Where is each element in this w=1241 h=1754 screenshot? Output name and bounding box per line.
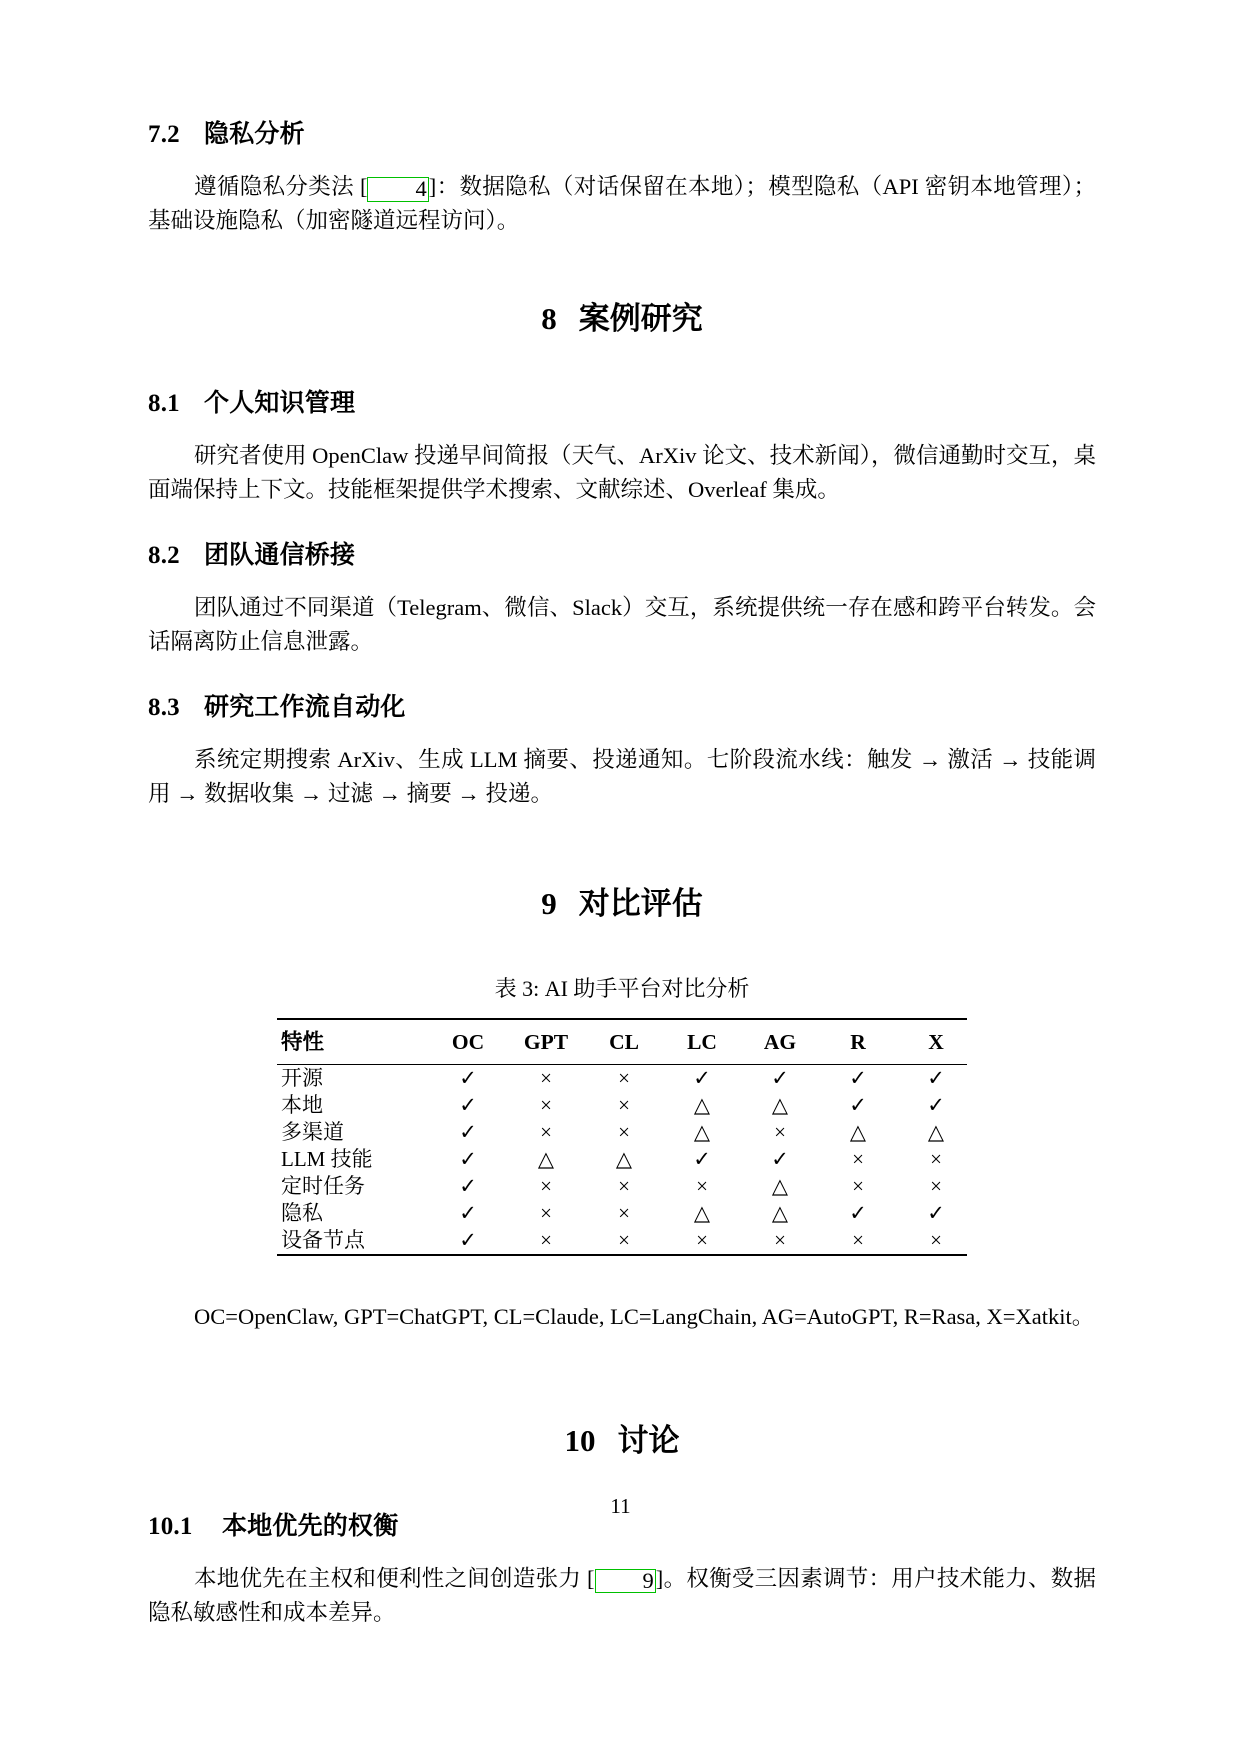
col-header-cl: CL bbox=[609, 1030, 639, 1055]
col-header-ag: AG bbox=[763, 1030, 797, 1055]
heading-8-number: 8 bbox=[541, 301, 557, 336]
heading-8-title: 案例研究 bbox=[578, 301, 703, 336]
cell-1-3: △ bbox=[693, 1093, 711, 1118]
table-row bbox=[277, 1146, 975, 1173]
paragraph-7-2-pre: 遵循隐私分类法 [ bbox=[194, 174, 368, 199]
cell-1-1: × bbox=[540, 1093, 552, 1118]
heading-10-number: 10 bbox=[564, 1423, 596, 1459]
cell-4-1: × bbox=[540, 1174, 552, 1199]
cell-5-3: △ bbox=[693, 1201, 711, 1226]
row-label-device-node: 设备节点 bbox=[281, 1228, 365, 1253]
cell-3-2: △ bbox=[615, 1147, 633, 1172]
cell-6-4: × bbox=[774, 1228, 786, 1253]
citation-ref-9[interactable]: 9 bbox=[595, 1569, 656, 1594]
cell-0-0: ✓ bbox=[459, 1066, 477, 1091]
heading-8-2-number: 8.2 bbox=[148, 542, 180, 570]
cell-2-2: × bbox=[618, 1120, 630, 1145]
cell-0-3: ✓ bbox=[693, 1066, 711, 1091]
heading-10-1-title: 本地优先的权衡 bbox=[222, 1512, 399, 1540]
paragraph-8-3: 系统定期搜索 ArXiv、生成 LLM 摘要、投递通知。七阶段流水线：触发 → 激活 → 技能调用 → 数据收集 → 过滤 → 摘要 → 投递。 bbox=[148, 747, 1096, 807]
cell-4-4: △ bbox=[771, 1174, 789, 1199]
table-head bbox=[277, 1020, 975, 1064]
heading-8-1-number: 8.1 bbox=[148, 390, 180, 418]
cell-6-6: × bbox=[930, 1228, 942, 1253]
cell-3-1: △ bbox=[537, 1147, 555, 1172]
heading-8-2-title: 团队通信桥接 bbox=[204, 542, 356, 570]
cell-2-0: ✓ bbox=[459, 1120, 477, 1145]
table-legend: OC=OpenClaw, GPT=ChatGPT, CL=Claude, LC=LangChain, AG=AutoGPT, R=Rasa, X=Xatkit。 bbox=[194, 1304, 1095, 1330]
cell-2-6: △ bbox=[927, 1120, 945, 1145]
comparison-table-block bbox=[148, 974, 1096, 1256]
table-row bbox=[277, 1092, 975, 1119]
cell-3-6: × bbox=[930, 1147, 942, 1172]
paragraph-7-2-post: ]：数据隐私（对话保留在本地）；模型隐私（API 密钥本地管理）；基础设施隐私（加密隧道远程访问）。 bbox=[148, 174, 1096, 233]
cell-2-1: × bbox=[540, 1120, 552, 1145]
cell-5-0: ✓ bbox=[459, 1201, 477, 1226]
col-header-gpt: GPT bbox=[523, 1030, 569, 1055]
cell-6-0: ✓ bbox=[459, 1228, 477, 1253]
col-header-x: X bbox=[928, 1030, 944, 1055]
cell-0-1: × bbox=[540, 1066, 552, 1091]
table-header-row bbox=[277, 1020, 975, 1064]
heading-8-3-title: 研究工作流自动化 bbox=[204, 694, 406, 722]
heading-10-title: 讨论 bbox=[617, 1423, 680, 1459]
col-header-oc: OC bbox=[451, 1030, 485, 1055]
paragraph-10-1 bbox=[148, 1562, 1096, 1630]
cell-6-3: × bbox=[696, 1228, 708, 1253]
table-body bbox=[277, 1065, 975, 1254]
row-label-local: 本地 bbox=[281, 1093, 323, 1118]
col-header-lc: LC bbox=[687, 1030, 717, 1055]
heading-8-1 bbox=[148, 389, 1096, 419]
cell-4-2: × bbox=[618, 1174, 630, 1199]
cell-0-6: ✓ bbox=[927, 1066, 945, 1091]
row-label-llm-skill: LLM 技能 bbox=[281, 1147, 373, 1172]
cell-5-6: ✓ bbox=[927, 1201, 945, 1226]
row-label-multichannel: 多渠道 bbox=[281, 1120, 344, 1145]
cell-6-1: × bbox=[540, 1228, 552, 1253]
paragraph-8-2: 团队通过不同渠道（Telegram、微信、Slack）交互，系统提供统一存在感和跨平台转发。会话隔离防止信息泄露。 bbox=[148, 595, 1096, 655]
cell-0-5: ✓ bbox=[849, 1066, 867, 1091]
paragraph-7-2 bbox=[148, 170, 1096, 238]
paragraph-10-1-pre: 本地优先在主权和便利性之间创造张力 [ bbox=[194, 1565, 595, 1591]
col-header-feature: 特性 bbox=[281, 1030, 325, 1055]
heading-8-2 bbox=[148, 541, 1096, 571]
row-label-scheduled-task: 定时任务 bbox=[281, 1174, 365, 1199]
cell-3-5: × bbox=[852, 1147, 864, 1172]
comparison-table-body-wrap bbox=[277, 1065, 975, 1254]
paragraph-8-1: 研究者使用 OpenClaw 投递早间简报（天气、ArXiv 论文、技术新闻），微信通勤时交互，桌面端保持上下文。技能框架提供学术搜索、文献综述、Overleaf 集成。 bbox=[148, 443, 1096, 503]
heading-10-1-number: 10.1 bbox=[148, 1512, 193, 1540]
heading-7-2 bbox=[148, 120, 1096, 150]
cell-3-4: ✓ bbox=[771, 1147, 789, 1172]
cell-1-0: ✓ bbox=[459, 1093, 477, 1118]
table-row bbox=[277, 1119, 975, 1146]
cell-4-0: ✓ bbox=[459, 1174, 477, 1199]
page-content bbox=[148, 0, 1096, 1630]
cell-1-5: ✓ bbox=[849, 1093, 867, 1118]
heading-7-2-number: 7.2 bbox=[148, 121, 180, 148]
cell-2-3: △ bbox=[693, 1120, 711, 1145]
table-row bbox=[277, 1227, 975, 1254]
cell-3-0: ✓ bbox=[459, 1147, 477, 1172]
cell-6-2: × bbox=[618, 1228, 630, 1253]
cell-0-4: ✓ bbox=[771, 1066, 789, 1091]
heading-8 bbox=[148, 300, 1096, 337]
cell-0-2: × bbox=[618, 1066, 630, 1091]
page-number: 11 bbox=[610, 1494, 631, 1518]
cell-5-1: × bbox=[540, 1201, 552, 1226]
cell-4-5: × bbox=[852, 1174, 864, 1199]
cell-4-3: × bbox=[696, 1174, 708, 1199]
cell-2-4: × bbox=[774, 1120, 786, 1145]
cell-5-5: ✓ bbox=[849, 1201, 867, 1226]
cell-1-6: ✓ bbox=[927, 1093, 945, 1118]
heading-7-2-title: 隐私分析 bbox=[204, 121, 305, 148]
table-row bbox=[277, 1173, 975, 1200]
row-label-privacy: 隐私 bbox=[281, 1201, 323, 1226]
table-container bbox=[277, 1018, 967, 1256]
cell-5-2: × bbox=[618, 1201, 630, 1226]
table-caption: 表 3: AI 助手平台对比分析 bbox=[494, 976, 750, 1002]
cell-3-3: ✓ bbox=[693, 1147, 711, 1172]
comparison-table bbox=[277, 1020, 975, 1064]
heading-9 bbox=[148, 885, 1096, 922]
cell-2-5: △ bbox=[849, 1120, 867, 1145]
cell-4-6: × bbox=[930, 1174, 942, 1199]
table-row bbox=[277, 1200, 975, 1227]
heading-9-number: 9 bbox=[541, 886, 557, 922]
cell-6-5: × bbox=[852, 1228, 864, 1253]
cell-1-2: × bbox=[618, 1093, 630, 1118]
heading-8-3 bbox=[148, 693, 1096, 723]
paragraph-10-1-post: ]。权衡受三因素调节：用户技术能力、数据隐私敏感性和成本差异。 bbox=[148, 1565, 1096, 1625]
cell-5-4: △ bbox=[771, 1201, 789, 1226]
row-label-open-source: 开源 bbox=[281, 1066, 323, 1091]
heading-9-title: 对比评估 bbox=[578, 886, 703, 922]
citation-ref-4[interactable]: 4 bbox=[367, 177, 428, 202]
table-row bbox=[277, 1065, 975, 1092]
heading-8-3-number: 8.3 bbox=[148, 694, 180, 722]
heading-8-1-title: 个人知识管理 bbox=[204, 390, 356, 418]
col-header-r: R bbox=[850, 1030, 866, 1055]
cell-1-4: △ bbox=[771, 1093, 789, 1118]
heading-10 bbox=[148, 1422, 1096, 1459]
